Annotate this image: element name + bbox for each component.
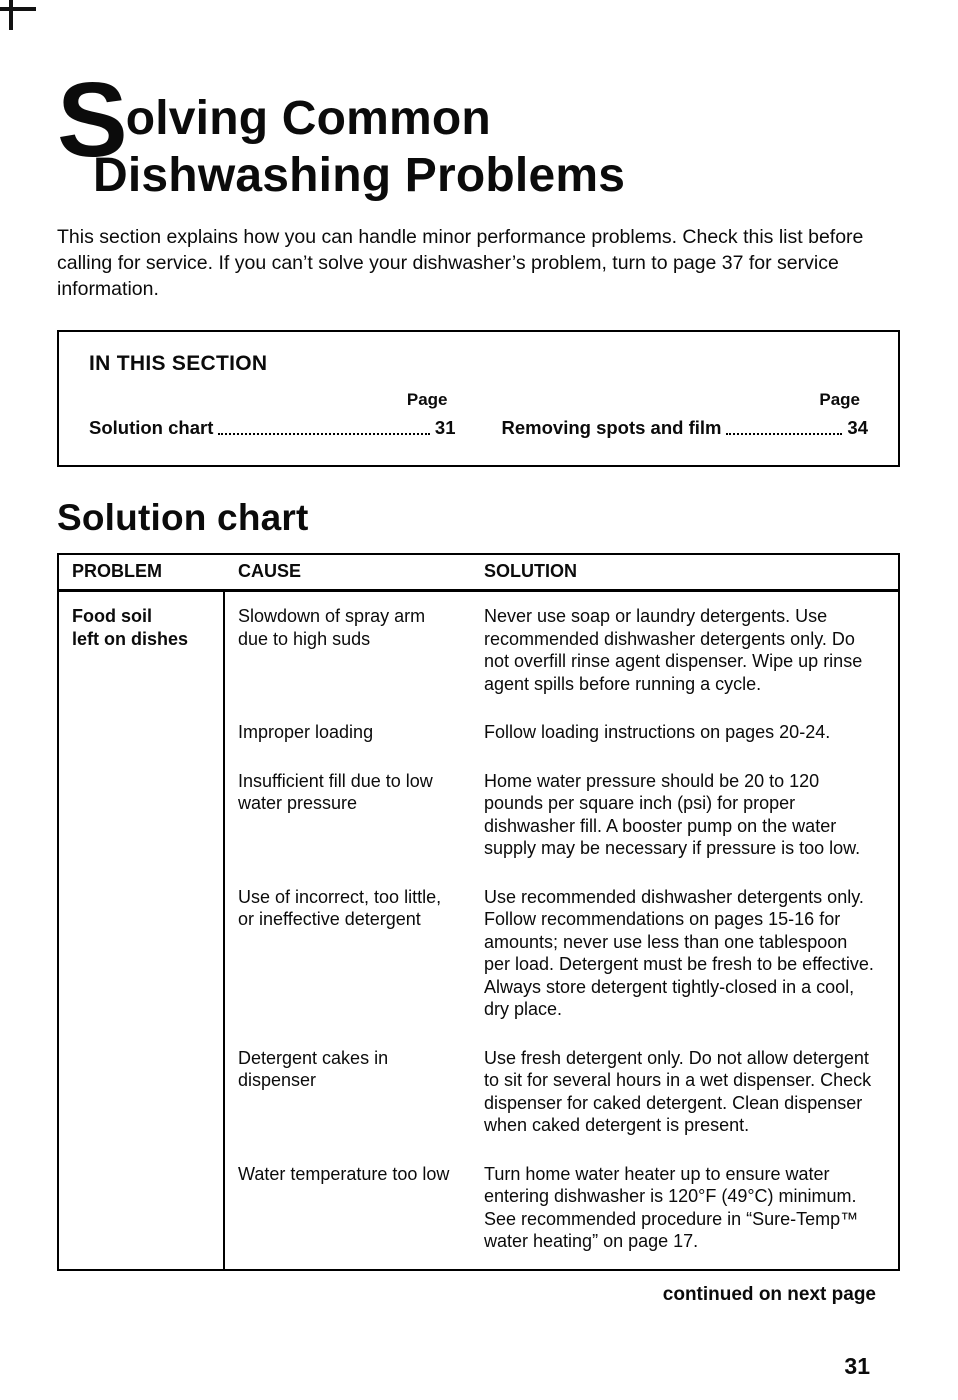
- solution-chart-table: [57, 553, 900, 1271]
- in-this-section-box: [57, 330, 900, 467]
- column-header-problem: PROBLEM: [72, 561, 162, 581]
- continued-note: continued on next page: [662, 1283, 876, 1305]
- table-header-row: [59, 555, 898, 592]
- toc-page-label-right: Page: [819, 390, 860, 409]
- title-line1: olving Common: [125, 92, 491, 145]
- cause-cell: Insufficient fill due to low water pressure: [238, 770, 433, 813]
- page-title: [57, 0, 900, 204]
- cause-cell: Improper loading: [238, 722, 374, 742]
- toc-column-right: [502, 390, 869, 439]
- cause-cell: Slowdown of spray arm due to high suds: [238, 606, 426, 649]
- in-this-section-heading: IN THIS SECTION: [89, 352, 268, 375]
- table-row: [225, 1047, 898, 1137]
- cause-cell: Use of incorrect, too little, or ineffective detergent: [238, 886, 442, 929]
- table-row: [225, 1163, 898, 1253]
- toc: [89, 390, 868, 439]
- toc-entry-label: Removing spots and film: [501, 417, 722, 438]
- intro-paragraph: This section explains how you can handle minor performance problems. Check this list before calling for service. If you can’t solve your dishwasher’s problem, turn to page 37 for service information.: [57, 226, 864, 300]
- solution-cell: Home water pressure should be 20 to 120 pounds per square inch (psi) for proper dishwasher fill. A booster pump on the water supply may be necessary if pressure is too low.: [484, 770, 861, 858]
- table-row: [225, 721, 898, 744]
- title-line2: Dishwashing Problems: [93, 149, 626, 202]
- solution-cell: Turn home water heater up to ensure water entering dishwasher is 120°F (49°C) minimum. See recommended procedure in “Sure-Temp™ water heating” on page 17.: [484, 1163, 859, 1251]
- cause-cell: Detergent cakes in dispenser: [238, 1047, 389, 1090]
- page-number: 31: [844, 1353, 870, 1379]
- dot-leader: [218, 417, 430, 435]
- column-header-solution: SOLUTION: [484, 561, 577, 581]
- scan-corner-mark-vertical: [9, 0, 13, 30]
- dot-leader: [726, 417, 842, 435]
- scan-corner-mark-horizontal: [0, 7, 36, 11]
- toc-page-label-left: Page: [406, 390, 448, 409]
- problem-text-line1: Food soil: [72, 606, 152, 626]
- solution-cell: Use fresh detergent only. Do not allow detergent to sit for several hours in a wet dispenser. Check dispenser for caked detergent. Clean dispenser when caked detergent is present.: [484, 1047, 872, 1135]
- solution-cell: Never use soap or laundry detergents. Use recommended dishwasher detergents only. Do not overfill rinse agent dispenser. Wipe up rinse agent spills before running a cycle.: [484, 606, 863, 694]
- solution-cell: Use recommended dishwasher detergents only. Follow recommendations on pages 15-16 for amounts; never use less than one tablespoon per load. Detergent must be fresh to be effective. Always store detergent tightly-closed in a cool, dry place.: [484, 886, 874, 1019]
- solution-cell: Follow loading instructions on pages 20-24.: [484, 722, 831, 742]
- table-body: [59, 592, 898, 1269]
- column-header-cause: CAUSE: [238, 561, 302, 581]
- title-drop-cap: S: [57, 61, 126, 179]
- table-row: [225, 770, 898, 860]
- solution-chart-heading: Solution chart: [57, 497, 309, 538]
- problem-cell: [59, 592, 225, 1269]
- toc-entry-label: Solution chart: [89, 417, 214, 438]
- toc-entry-page: 31: [434, 417, 456, 438]
- table-row: [225, 605, 898, 695]
- cause-cell: Water temperature too low: [238, 1163, 450, 1184]
- problem-text-line2: left on dishes: [72, 629, 189, 649]
- toc-entry-removing-spots: [502, 417, 869, 439]
- toc-column-left: [89, 390, 456, 439]
- toc-entry-page: 34: [847, 417, 868, 438]
- cause-solution-rows: [225, 592, 898, 1269]
- table-row: [225, 886, 898, 1021]
- toc-entry-solution-chart: [89, 417, 456, 439]
